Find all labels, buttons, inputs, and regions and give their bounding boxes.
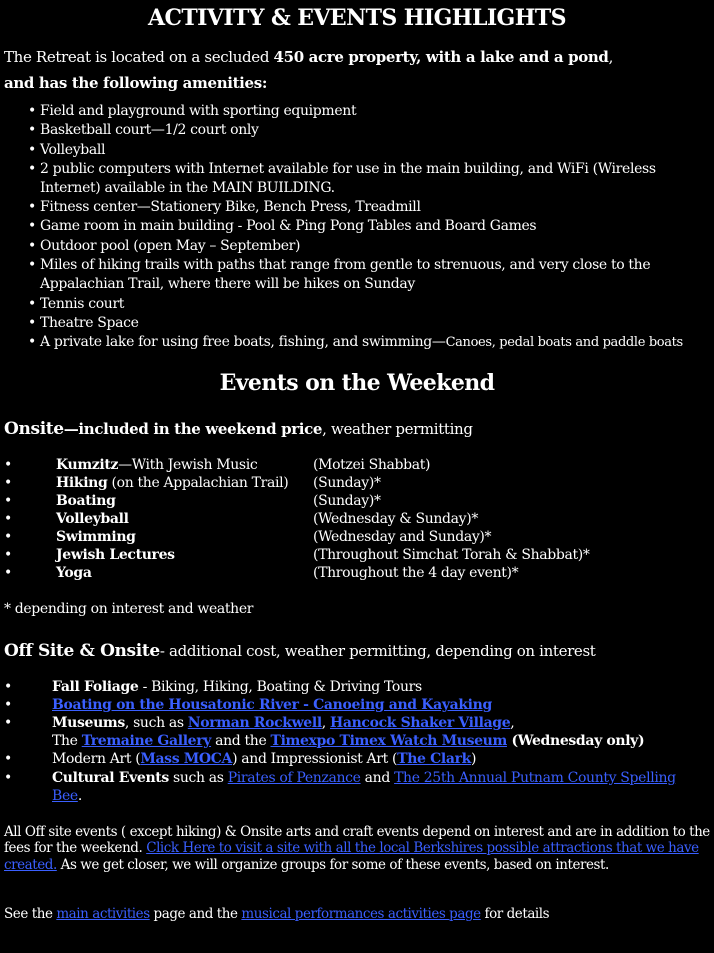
- amenity-text: Field and playground with sporting equipment: [40, 103, 357, 119]
- berkshires-attractions-link-continued[interactable]: created.: [4, 857, 57, 873]
- intro-property-bold: 450 acre property, with a lake and a pond: [273, 48, 609, 66]
- list-item: [28, 257, 650, 273]
- pirates-penzance-link[interactable]: Pirates of Penzance: [227, 770, 361, 786]
- event-name: Kumzitz: [56, 457, 119, 473]
- bullet-icon: •: [28, 199, 36, 215]
- berkshires-attractions-link[interactable]: Click Here to visit a site with all the local Berkshires possible attractions that we have: [146, 840, 699, 856]
- event-name: Jewish Lectures: [56, 547, 175, 563]
- bullet-icon: •: [28, 122, 36, 138]
- event-name: Yoga: [56, 565, 92, 581]
- modern-art-text: Modern Art (: [52, 751, 141, 767]
- event-row: [4, 697, 492, 713]
- bullet-icon: •: [4, 697, 12, 713]
- intro-comma: ,: [608, 48, 613, 66]
- wednesday-only-note: (Wednesday only): [506, 733, 645, 749]
- spelling-bee-link[interactable]: The 25th Annual Putnam County Spelling: [394, 770, 676, 786]
- the-clark-link[interactable]: The Clark: [397, 751, 471, 767]
- bullet-icon: •: [4, 529, 12, 545]
- amenity-text-continued: Appalachian Trail, where there will be hikes on Sunday: [40, 276, 415, 292]
- bullet-icon: •: [4, 547, 12, 563]
- list-item: [28, 296, 124, 312]
- list-item: [28, 218, 536, 234]
- event-when: (Sunday)*: [313, 475, 381, 491]
- event-row: [4, 679, 422, 695]
- museums-continued: [52, 733, 644, 749]
- bullet-icon: •: [4, 770, 12, 786]
- amenity-text: Tennis court: [40, 296, 125, 312]
- hancock-shaker-link[interactable]: Hancock Shaker Village: [330, 715, 511, 731]
- event-when: (Throughout Simchat Torah & Shabbat)*: [313, 547, 590, 563]
- cultural-continued: [52, 788, 82, 804]
- bullet-icon: •: [4, 565, 12, 581]
- bullet-icon: •: [28, 218, 36, 234]
- event-row: [4, 529, 704, 547]
- amenity-subtext: Canoes, pedal boats and paddle boats: [445, 335, 683, 350]
- event-when: (Sunday)*: [313, 493, 381, 509]
- cultural-text: such as: [168, 770, 228, 786]
- amenity-text: Fitness center—Stationery Bike, Bench Press, Treadmill: [40, 199, 421, 215]
- fall-foliage-detail: - Biking, Hiking, Boating & Driving Tours: [138, 679, 422, 695]
- amenity-text: A private lake for using free boats, fishing, and swimming—: [40, 334, 446, 350]
- event-detail: (on the Appalachian Trail): [107, 475, 289, 491]
- spelling-bee-link-continued[interactable]: Bee: [52, 788, 78, 804]
- list-item: [28, 122, 259, 138]
- event-when: (Wednesday & Sunday)*: [313, 511, 478, 527]
- amenity-text: Volleyball: [40, 142, 106, 158]
- intro-text: The Retreat is located on a secluded: [4, 48, 274, 66]
- bullet-icon: •: [28, 257, 36, 273]
- event-row: [4, 493, 704, 511]
- closing-text: As we get closer, we will organize groups for some of these events, based on interest.: [56, 857, 609, 873]
- mass-moca-link[interactable]: Mass MOCA: [140, 751, 233, 767]
- bullet-icon: •: [28, 315, 36, 331]
- bullet-icon: •: [4, 679, 12, 695]
- modern-art-text: ) and Impressionist Art (: [232, 751, 398, 767]
- event-row: [4, 751, 476, 767]
- see-text: See the: [4, 906, 57, 922]
- event-row: [4, 770, 676, 786]
- amenity-text: Game room in main building - Pool & Ping Pong Tables and Board Games: [40, 218, 537, 234]
- amenity-text: Basketball court—1/2 court only: [40, 122, 259, 138]
- list-item: [28, 103, 356, 119]
- list-item: [28, 315, 139, 331]
- offsite-rest: - additional cost, weather permitting, depending on interest: [159, 642, 596, 660]
- museums-text: , such as: [124, 715, 188, 731]
- list-item: [28, 334, 683, 350]
- onsite-included: —included in the weekend price: [63, 420, 323, 438]
- bullet-icon: •: [28, 238, 36, 254]
- boating-housatonic-link[interactable]: Boating on the Housatonic River - Canoeing and Kayaking: [52, 697, 492, 713]
- onsite-heading: [4, 419, 473, 439]
- event-name: Boating: [56, 493, 116, 509]
- bullet-icon: •: [4, 493, 12, 509]
- event-when: (Wednesday and Sunday)*: [313, 529, 492, 545]
- amenity-text-continued: Internet) available in the MAIN BUILDING.: [40, 180, 335, 196]
- list-item: [28, 238, 300, 254]
- bullet-icon: •: [28, 142, 36, 158]
- offsite-heading: [4, 641, 596, 661]
- event-row: [4, 511, 704, 529]
- event-name: Hiking: [56, 475, 108, 491]
- event-when: (Motzei Shabbat): [313, 457, 431, 473]
- bullet-icon: •: [28, 334, 36, 350]
- bullet-icon: •: [4, 457, 12, 473]
- see-text: page and the: [149, 906, 242, 922]
- amenity-text: Outdoor pool (open May – September): [40, 238, 301, 254]
- museums-text: The: [52, 733, 82, 749]
- main-activities-link[interactable]: main activities: [56, 906, 150, 922]
- event-row: [4, 475, 704, 493]
- event-name: Volleyball: [56, 511, 129, 527]
- modern-art-text: ): [470, 751, 477, 767]
- museums-name: Museums: [52, 715, 125, 731]
- bullet-icon: •: [4, 511, 12, 527]
- footnote: * depending on interest and weather: [4, 601, 254, 617]
- list-item: [28, 199, 421, 215]
- event-row: [4, 565, 704, 583]
- museums-text: and the: [211, 733, 271, 749]
- event-row: [4, 547, 704, 565]
- bullet-icon: •: [28, 103, 36, 119]
- offsite-label: Off Site & Onsite: [4, 641, 160, 661]
- separator-text: ,: [321, 715, 330, 731]
- closing-text: fees for the weekend.: [4, 840, 147, 856]
- separator-text: ,: [510, 715, 515, 731]
- event-when: (Throughout the 4 day event)*: [313, 565, 519, 581]
- event-row: [4, 457, 704, 475]
- event-detail: —With Jewish Music: [118, 457, 258, 473]
- cultural-events-name: Cultural Events: [52, 770, 169, 786]
- events-heading: Events on the Weekend: [219, 370, 495, 396]
- event-row: [4, 715, 514, 731]
- page-title: ACTIVITY & EVENTS HIGHLIGHTS: [148, 5, 566, 31]
- onsite-label: Onsite: [4, 419, 64, 439]
- cultural-text: and: [360, 770, 395, 786]
- bullet-icon: •: [4, 715, 12, 731]
- timexpo-museum-link[interactable]: Timexpo Timex Watch Museum: [270, 733, 507, 749]
- closing-line-1: All Off site events ( except hiking) & Onsite arts and craft events depend on interest and are in addition to the: [4, 824, 710, 840]
- intro-line-1: [4, 48, 613, 66]
- bullet-icon: •: [28, 161, 36, 177]
- event-name: Swimming: [56, 529, 136, 545]
- see-details-line: [4, 906, 549, 922]
- list-item: [28, 161, 656, 177]
- tremaine-gallery-link[interactable]: Tremaine Gallery: [81, 733, 212, 749]
- period-text: .: [77, 788, 82, 804]
- see-text: for details: [480, 906, 550, 922]
- amenity-text: Theatre Space: [40, 315, 139, 331]
- bullet-icon: •: [28, 296, 36, 312]
- musical-performances-link[interactable]: musical performances activities page: [241, 906, 481, 922]
- intro-line-2: and has the following amenities:: [4, 74, 268, 92]
- amenity-text: 2 public computers with Internet available for use in the main building, and WiFi (Wireless: [40, 161, 656, 177]
- closing-line-2: [4, 840, 699, 856]
- norman-rockwell-link[interactable]: Norman Rockwell: [187, 715, 322, 731]
- onsite-rest: , weather permitting: [322, 420, 473, 438]
- closing-line-3: [4, 857, 609, 873]
- list-item: [28, 142, 105, 158]
- amenity-text: Miles of hiking trails with paths that range from gentle to strenuous, and very close to the: [40, 257, 651, 273]
- bullet-icon: •: [4, 751, 12, 767]
- bullet-icon: •: [4, 475, 12, 491]
- fall-foliage-name: Fall Foliage: [52, 679, 139, 695]
